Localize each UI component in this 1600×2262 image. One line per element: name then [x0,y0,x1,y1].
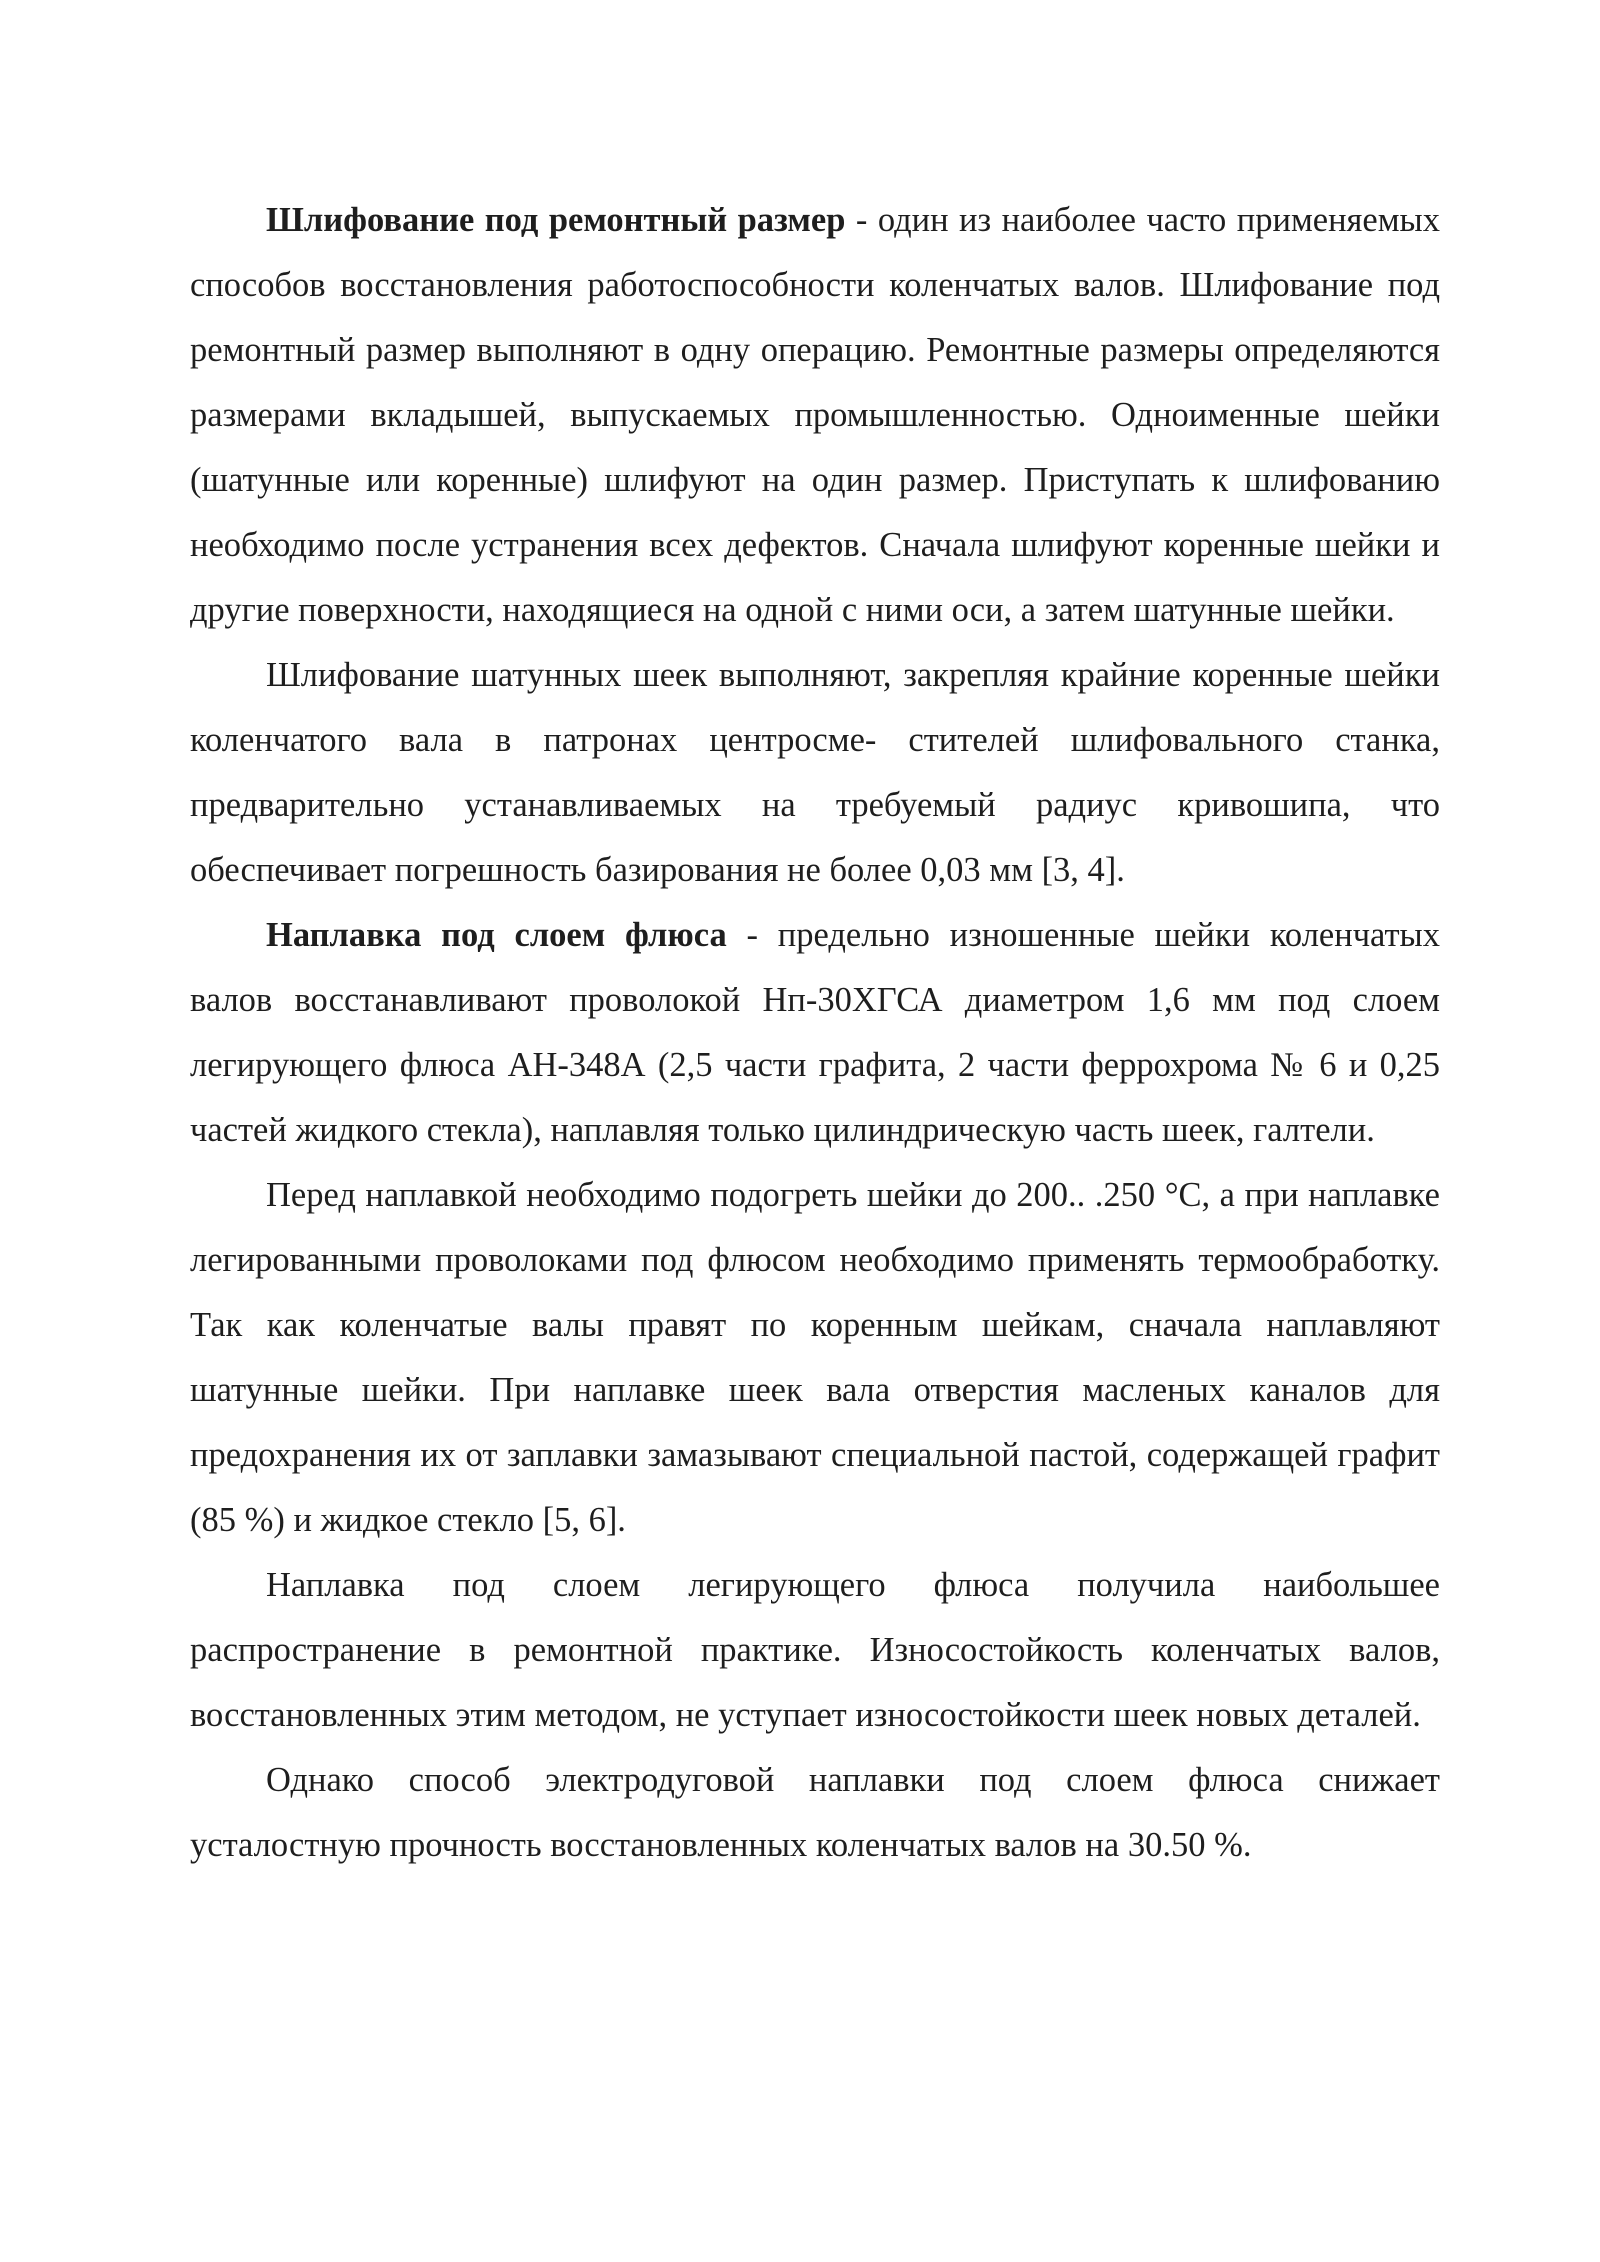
paragraph-text: Наплавка под слоем легирующего флюса получила наибольшее распространение в ремонтной практике. Износостойкость коленчатых валов, восстановленных этим методом, не уступает износостойкости шеек новых деталей. [190,1566,1440,1734]
paragraph-text: - один из наиболее часто применяемых способов восстановления работоспособности коленчатых валов. Шлифование под ремонтный размер выполняют в одну операцию. Ремонтные размеры определяются размерами вкладышей, выпускаемых промышленностью. Одноименные шейки (шатунные или коренные) шлифуют на один размер. Приступать к шлифованию необходимо после устранения всех дефектов. Сначала шлифуют коренные шейки и другие поверхности, находящиеся на одной с ними оси, а затем шатунные шейки. [190,201,1440,629]
paragraph-preheating [190,1163,1440,1553]
paragraph-regrinding [190,188,1440,643]
paragraph-text: Шлифование шатунных шеек выполняют, закрепляя крайние коренные шейки коленчатого вала в патронах центросме- стителей шлифовального станка, предварительно устанавливаемых на требуемый радиус кривошипа, что обеспечивает погрешность базирования не более 0,03 мм [3, 4]. [190,656,1440,889]
document-body [190,188,1440,1878]
term-submerged-arc: Наплавка под слоем флюса [266,916,727,954]
paragraph-text: Однако способ электродуговой наплавки под слоем флюса снижает усталостную прочность восстановленных коленчатых валов на 30.50 %. [190,1761,1440,1864]
paragraph-fatigue-strength [190,1748,1440,1878]
paragraph-wear-resistance [190,1553,1440,1748]
paragraph-submerged-arc [190,903,1440,1163]
paragraph-text: Перед наплавкой необходимо подогреть шейки до 200.. .250 °С, а при наплавке легированными проволоками под флюсом необходимо применять термообработку. Так как коленчатые валы правят по коренным шейкам, сначала наплавляют шатунные шейки. При наплавке шеек вала отверстия масленых каналов для предохранения их от заплавки замазывают специальной пастой, содержащей графит (85 %) и жидкое стекло [5, 6]. [190,1176,1440,1539]
paragraph-crankpin-grinding [190,643,1440,903]
paragraph-text: - предельно изношенные шейки коленчатых валов восстанавливают проволокой Нп-30ХГСА диаметром 1,6 мм под слоем легирующего флюса АН-348А (2,5 части графита, 2 части феррохрома № 6 и 0,25 частей жидкого стекла), наплавляя только цилиндрическую часть шеек, галтели. [190,916,1440,1149]
term-regrinding: Шлифование под ремонтный размер [266,201,846,239]
